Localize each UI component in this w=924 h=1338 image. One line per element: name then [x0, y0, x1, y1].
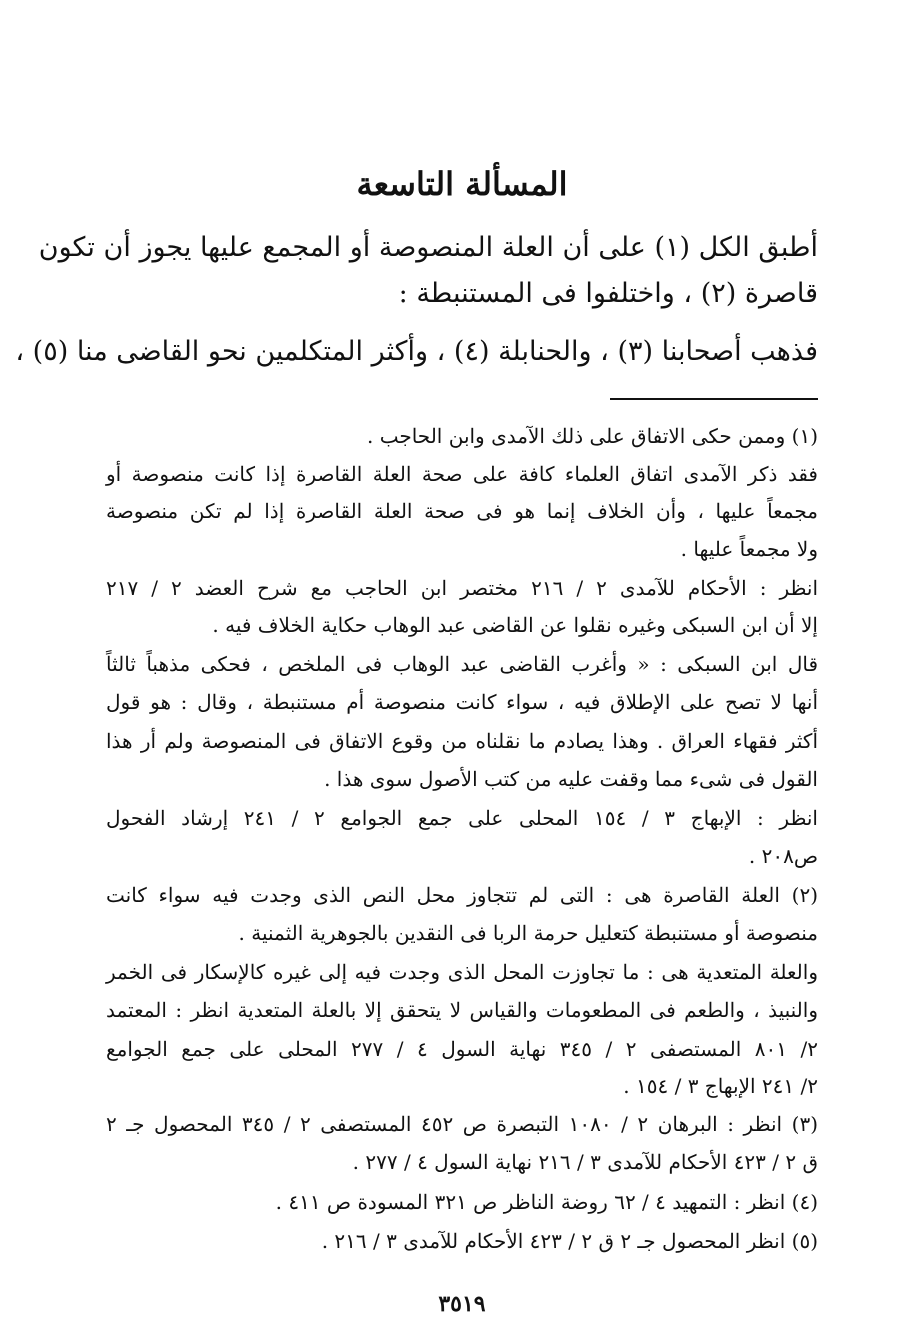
footnote-1-line: أكثر فقهاء العراق . وهذا يصادم ما نقلناه من وقوع الاتفاق فى المنصوصة ولم أر هذا — [106, 729, 818, 753]
footnote-2-line: ٢/ ٨٠١ المستصفى ٢ / ٣٤٥ نهاية السول ٤ / ٢٧٧ المحلى على جمع الجوامع — [106, 1037, 818, 1061]
footnote-1-line: قال ابن السبكى : « وأغرب القاضى عبد الوهاب فى الملخص ، فحكى مذهباً ثالثاً — [106, 652, 818, 676]
footnote-1-line: انظر : الإبهاج ٣ / ١٥٤ المحلى على جمع الجوامع ٢ / ٢٤١ إرشاد الفحول — [106, 806, 818, 830]
section-title: المسألة التاسعة — [356, 165, 568, 203]
footnote-2-line: منصوصة أو مستنبطة كتعليل حرمة الربا فى النقدين بالجوهرية الثمنية . — [238, 921, 818, 945]
footnote-1-line: القول فى شىء مما وقفت عليه من كتب الأصول سوى هذا . — [324, 767, 818, 791]
footnote-1-line: إلا أن ابن السبكى وغيره نقلوا عن القاضى عبد الوهاب حكاية الخلاف فيه . — [212, 613, 818, 637]
footnote-divider — [610, 398, 818, 400]
footnote-4-line: (٤) انظر : التمهيد ٤ / ٦٢ روضة الناظر ص ٣٢١ المسودة ص ٤١١ . — [275, 1190, 818, 1214]
footnote-1-line: فقد ذكر الآمدى اتفاق العلماء كافة على صحة العلة القاصرة إذا كانت منصوصة أو — [106, 462, 818, 486]
footnote-2-line: ٢/ ٢٤١ الإبهاج ٣ / ١٥٤ . — [623, 1074, 818, 1098]
footnote-2-line: والنبيذ ، والطعم فى المطعومات والقياس لا يتحقق إلا بالعلة المتعدية انظر : المعتمد — [106, 998, 818, 1022]
footnote-3-line: (٣) انظر : البرهان ٢ / ١٠٨٠ التبصرة ص ٤٥٢ المستصفى ٢ / ٣٤٥ المحصول جـ ٢ — [106, 1112, 819, 1136]
footnote-1-line: ص٢٠٨ . — [748, 844, 818, 868]
footnote-2-line: (٢) العلة القاصرة هى : التى لم تتجاوز محل النص الذى وجدت فيه سواء كانت — [106, 883, 818, 907]
footnote-1-line: مجمعاً عليها ، وأن الخلاف إنما هو فى صحة العلة القاصرة إذا لم تكن منصوصة — [106, 499, 818, 523]
footnote-1-line: ولا مجمعاً عليها . — [680, 537, 818, 561]
body-line-1: أطبق الكل (١) على أن العلة المنصوصة أو المجمع عليها يجوز أن تكون — [38, 232, 818, 263]
footnote-1-line: انظر : الأحكام للآمدى ٢ / ٢١٦ مختصر ابن الحاجب مع شرح العضد ٢ / ٢١٧ — [106, 576, 819, 600]
footnote-1-line: أنها لا تصح على الإطلاق فيه ، سواء كانت منصوصة أم مستنبطة ، وقال : هو قول — [106, 690, 818, 714]
body-line-3: فذهب أصحابنا (٣) ، والحنابلة (٤) ، وأكثر المتكلمين نحو القاضى منا (٥) ، — [15, 336, 818, 367]
footnote-2-line: والعلة المتعدية هى : ما تجاوزت المحل الذى وجدت فيه إلى غيره كالإسكار فى الخمر — [106, 960, 818, 984]
page-number: ٣٥١٩ — [438, 1291, 486, 1317]
footnote-1-line: (١) وممن حكى الاتفاق على ذلك الآمدى وابن الحاجب . — [366, 424, 818, 448]
footnote-3-line: ق ٢ / ٤٢٣ الأحكام للآمدى ٣ / ٢١٦ نهاية السول ٤ / ٢٧٧ . — [352, 1150, 818, 1174]
body-line-2: قاصرة (٢) ، واختلفوا فى المستنبطة : — [398, 278, 818, 309]
footnote-5-line: (٥) انظر المحصول جـ ٢ ق ٢ / ٤٢٣ الأحكام للآمدى ٣ / ٢١٦ . — [321, 1229, 818, 1253]
